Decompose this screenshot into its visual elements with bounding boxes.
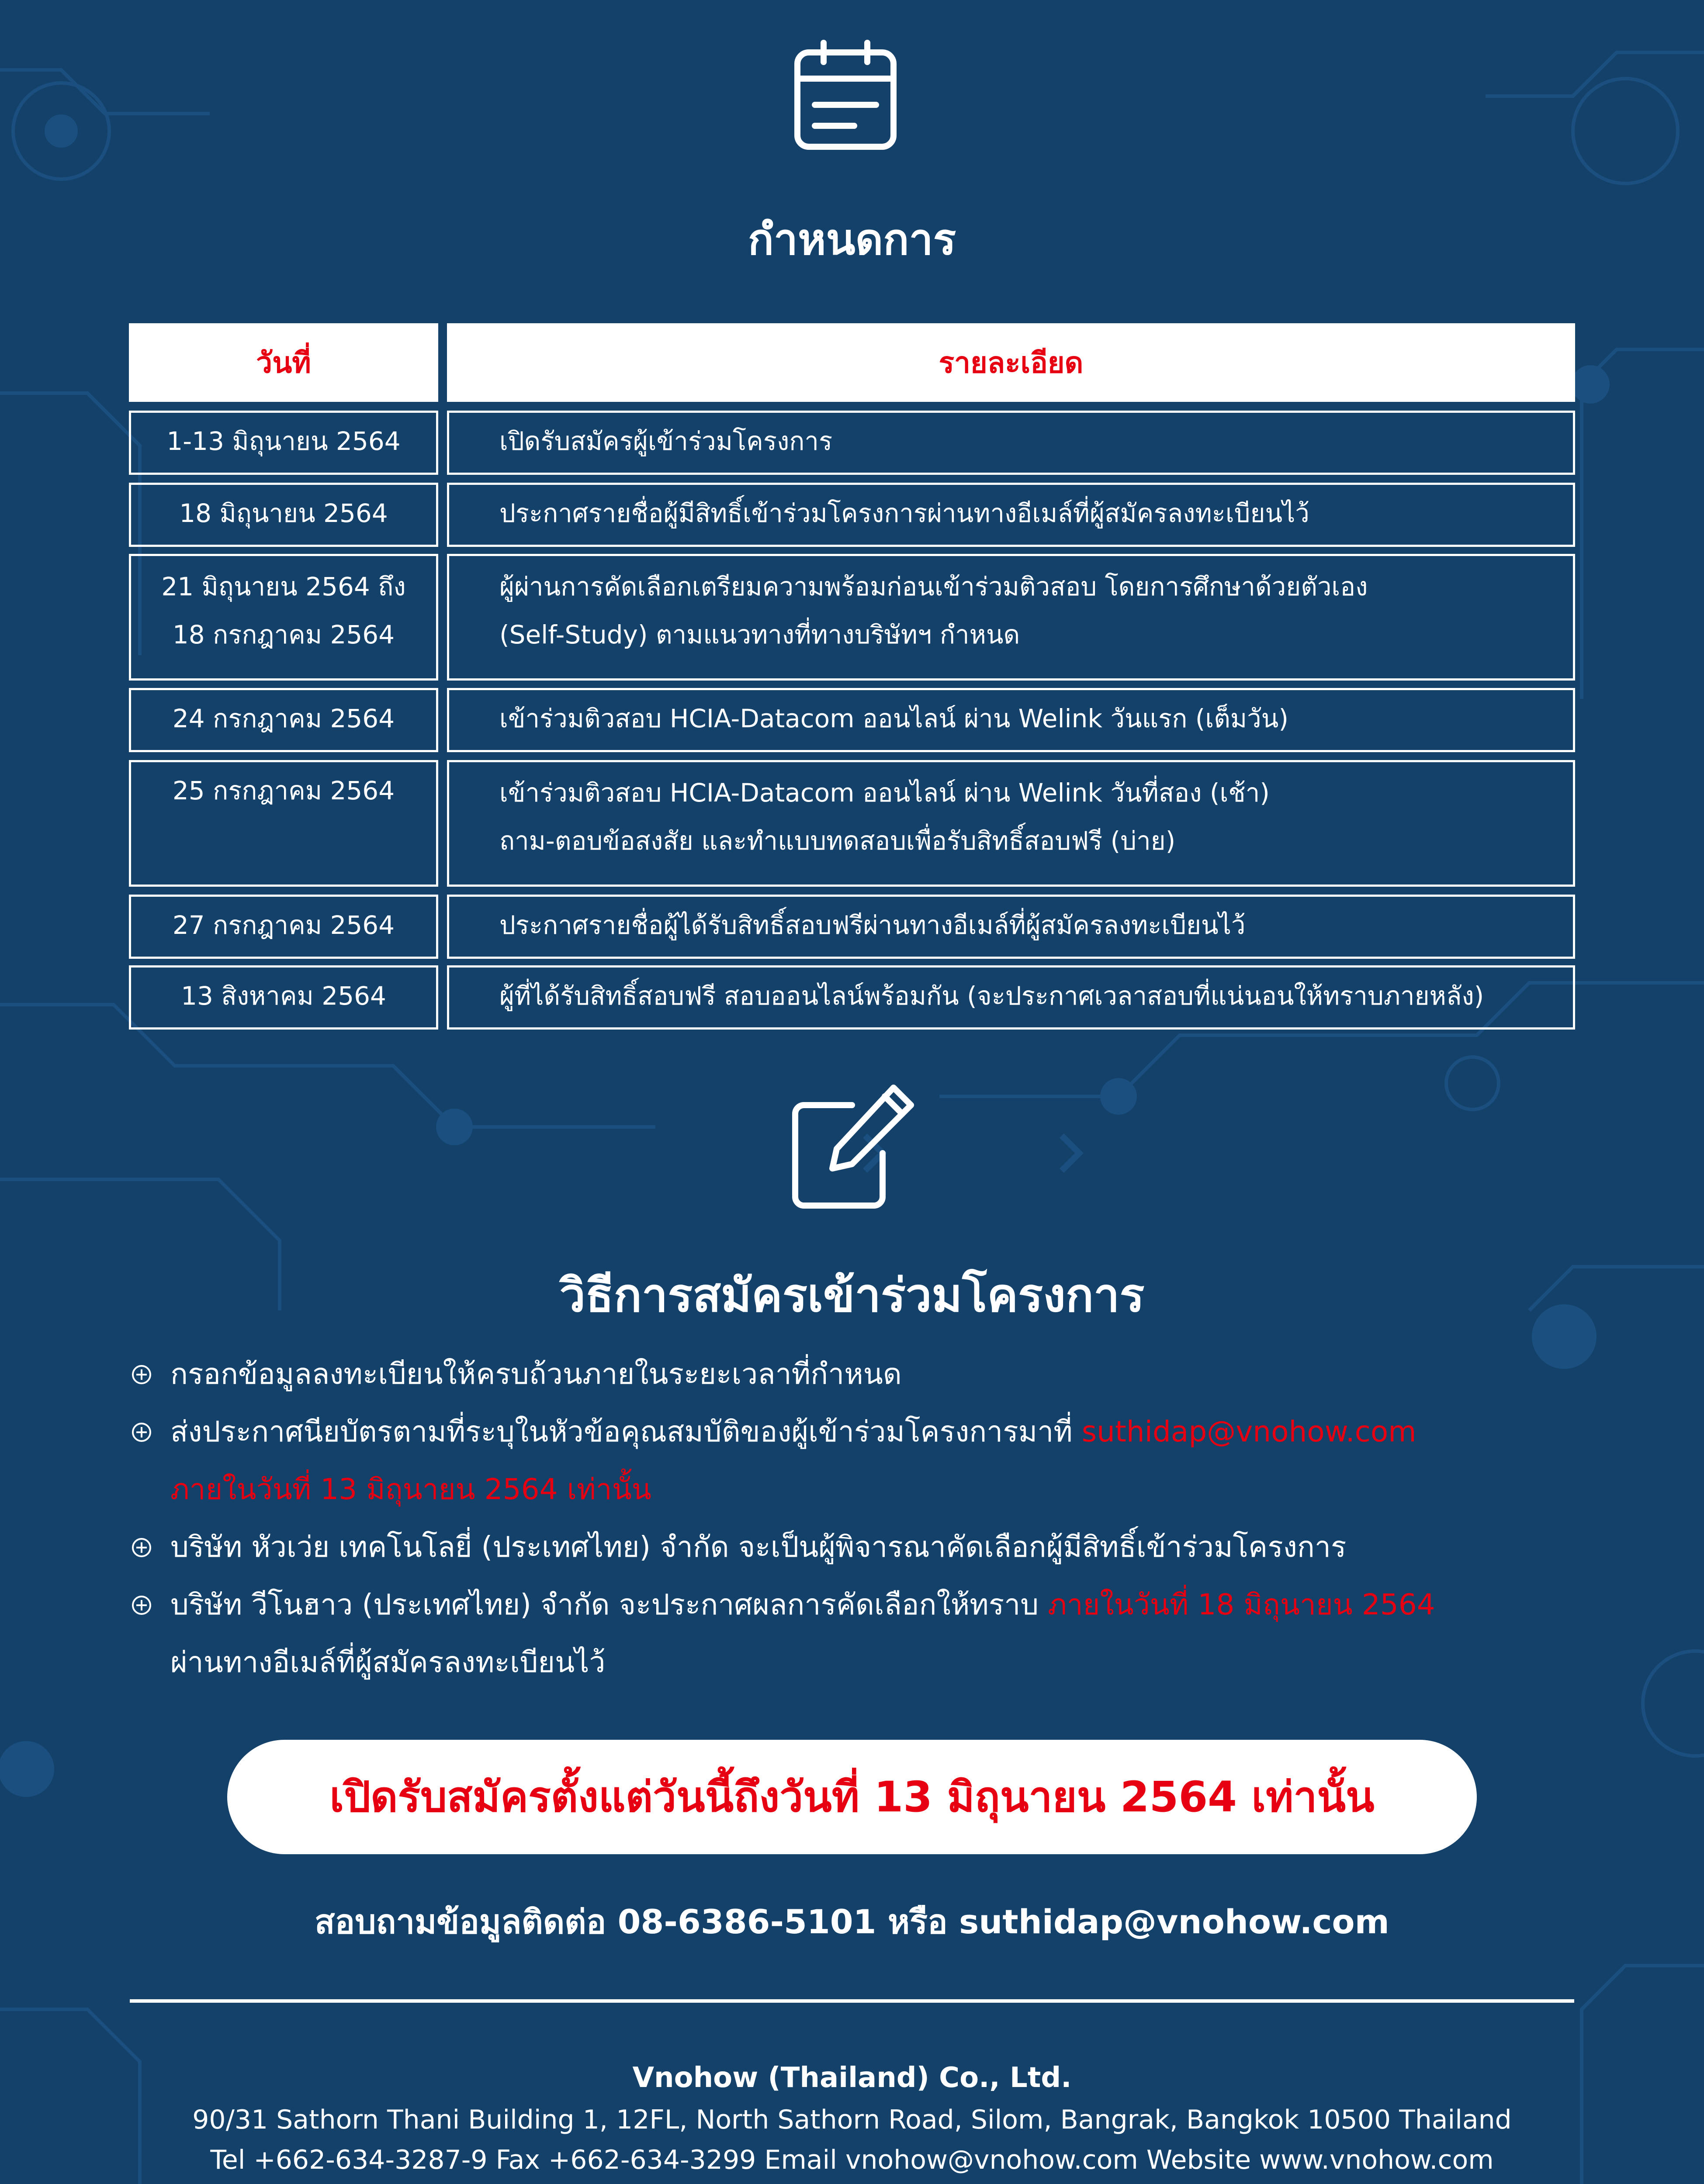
registration-banner — [227, 1740, 1477, 1854]
apply-step-line — [170, 1403, 1582, 1461]
step-text: กรอกข้อมูลลงทะเบียนให้ครบถ้วนภายในระยะเวลาที่กำหนด — [170, 1357, 902, 1391]
footer-address: 90/31 Sathorn Thani Building 1, 12FL, North Sathorn Road, Silom, Bangrak, Bangkok 10500 Thailand — [192, 2105, 1512, 2135]
schedule-title: กำหนดการ — [748, 215, 956, 265]
schedule-detail-cell-line: ประกาศรายชื่อผู้มีสิทธิ์เข้าร่วมโครงการผ่านทางอีเมล์ที่ผู้สมัครลงทะเบียนไว้ — [499, 498, 1309, 528]
footer-company: Vnohow (Thailand) Co., Ltd. — [632, 2062, 1072, 2094]
schedule-detail-cell — [447, 411, 1575, 475]
apply-step-item — [127, 1403, 1582, 1518]
schedule-date-cell — [129, 483, 438, 547]
schedule-detail-cell — [447, 483, 1575, 547]
apply-step-item — [127, 1576, 1582, 1691]
circle-plus-icon — [131, 1595, 152, 1616]
schedule-detail-cell-line: (Self-Study) ตามแนวทางที่ทางบริษัทฯ กำหนด — [499, 620, 1020, 650]
apply-step-item — [127, 1345, 1582, 1403]
schedule-detail-cell — [447, 760, 1575, 887]
apply-step-line — [170, 1634, 1582, 1691]
footer-contact-line: Tel +662-634-3287-9 Fax +662-634-3299 Email vnohow@vnohow.com Website www.vnohow.com — [210, 2145, 1494, 2175]
circle-plus-icon — [131, 1422, 152, 1443]
apply-title: วิธีการสมัครเข้าร่วมโครงการ — [559, 1268, 1145, 1322]
schedule-date-cell-line: 1-13 มิถุนายน 2564 — [166, 426, 401, 456]
schedule-detail-cell — [447, 554, 1575, 681]
schedule-date-cell-line: 18 มิถุนายน 2564 — [179, 498, 388, 528]
schedule-date-cell — [129, 895, 438, 959]
schedule-date-cell-line: 18 กรกฎาคม 2564 — [172, 620, 395, 650]
apply-step-line — [170, 1461, 1582, 1518]
schedule-detail-cell — [447, 895, 1575, 959]
schedule-date-cell — [129, 760, 438, 887]
apply-step-item — [127, 1518, 1582, 1576]
step-text: ส่งประกาศนียบัตรตามที่ระบุในหัวข้อคุณสมบัติของผู้เข้าร่วมโครงการมาที่ — [170, 1415, 1082, 1448]
step-text: ผ่านทางอีเมล์ที่ผู้สมัครลงทะเบียนไว้ — [170, 1645, 606, 1679]
circle-plus-icon — [131, 1537, 152, 1558]
highlight-text: ภายในวันที่ 13 มิถุนายน 2564 เท่านั้น — [170, 1472, 651, 1506]
step-text: บริษัท วีโนฮาว (ประเทศไทย) จำกัด จะประกาศผลการคัดเลือกให้ทราบ — [170, 1588, 1048, 1621]
schedule-detail-cell-line: ประกาศรายชื่อผู้ได้รับสิทธิ์สอบฟรีผ่านทางอีเมล์ที่ผู้สมัครลงทะเบียนไว้ — [499, 910, 1246, 940]
schedule-detail-cell-line: เข้าร่วมติวสอบ HCIA-Datacom ออนไลน์ ผ่าน Welink วันที่สอง (เช้า) — [499, 778, 1270, 808]
apply-steps-list — [127, 1345, 1582, 1691]
date-header: วันที่ — [129, 323, 438, 402]
schedule-detail-cell — [447, 688, 1575, 752]
schedule-detail-cell-line: ผู้ที่ได้รับสิทธิ์สอบฟรี สอบออนไลน์พร้อมกัน (จะประกาศเวลาสอบที่แน่นอนให้ทราบภายหลัง) — [499, 981, 1484, 1011]
highlight-text: suthidap@vnohow.com — [1081, 1415, 1417, 1448]
schedule-detail-cell-line: ผู้ผ่านการคัดเลือกเตรียมความพร้อมก่อนเข้าร่วมติวสอบ โดยการศึกษาด้วยตัวเอง — [499, 572, 1368, 601]
step-text: บริษัท หัวเว่ย เทคโนโลยี่ (ประเทศไทย) จำกัด จะเป็นผู้พิจารณาคัดเลือกผู้มีสิทธิ์เข้าร่วมโครงการ — [170, 1530, 1347, 1564]
schedule-date-cell — [129, 965, 438, 1030]
apply-step-line — [170, 1576, 1582, 1634]
schedule-date-cell-line: 27 กรกฎาคม 2564 — [172, 910, 395, 940]
detail-header: รายละเอียด — [447, 323, 1575, 402]
schedule-date-cell-line: 13 สิงหาคม 2564 — [181, 981, 386, 1011]
schedule-date-cell-line: 25 กรกฎาคม 2564 — [172, 776, 395, 805]
calendar-icon — [793, 39, 898, 151]
apply-step-line — [170, 1345, 1582, 1403]
highlight-text: ภายในวันที่ 18 มิถุนายน 2564 — [1048, 1588, 1435, 1621]
schedule-detail-cell — [447, 965, 1575, 1030]
schedule-detail-cell-line: เข้าร่วมติวสอบ HCIA-Datacom ออนไลน์ ผ่าน Welink วันแรก (เต็มวัน) — [499, 704, 1288, 733]
schedule-date-cell-line: 24 กรกฎาคม 2564 — [172, 704, 395, 733]
schedule-detail-cell-line: ถาม-ตอบข้อสงสัย และทำแบบทดสอบเพื่อรับสิทธิ์สอบฟรี (บ่าย) — [499, 826, 1176, 856]
contact-info: สอบถามข้อมูลติดต่อ 08-6386-5101 หรือ suthidap@vnohow.com — [315, 1902, 1389, 1941]
apply-step-line — [170, 1518, 1582, 1576]
footer-divider — [130, 1999, 1574, 2003]
circle-plus-icon — [131, 1364, 152, 1385]
schedule-date-cell — [129, 411, 438, 475]
registration-banner-text: เปิดรับสมัครตั้งแต่วันนี้ถึงวันที่ 13 มิถุนายน 2564 เท่านั้น — [329, 1773, 1375, 1821]
edit-note-icon — [786, 1079, 918, 1210]
schedule-date-cell — [129, 554, 438, 681]
schedule-detail-cell-line: เปิดรับสมัครผู้เข้าร่วมโครงการ — [499, 426, 833, 456]
schedule-date-cell-line: 21 มิถุนายน 2564 ถึง — [161, 572, 406, 601]
schedule-date-cell — [129, 688, 438, 752]
